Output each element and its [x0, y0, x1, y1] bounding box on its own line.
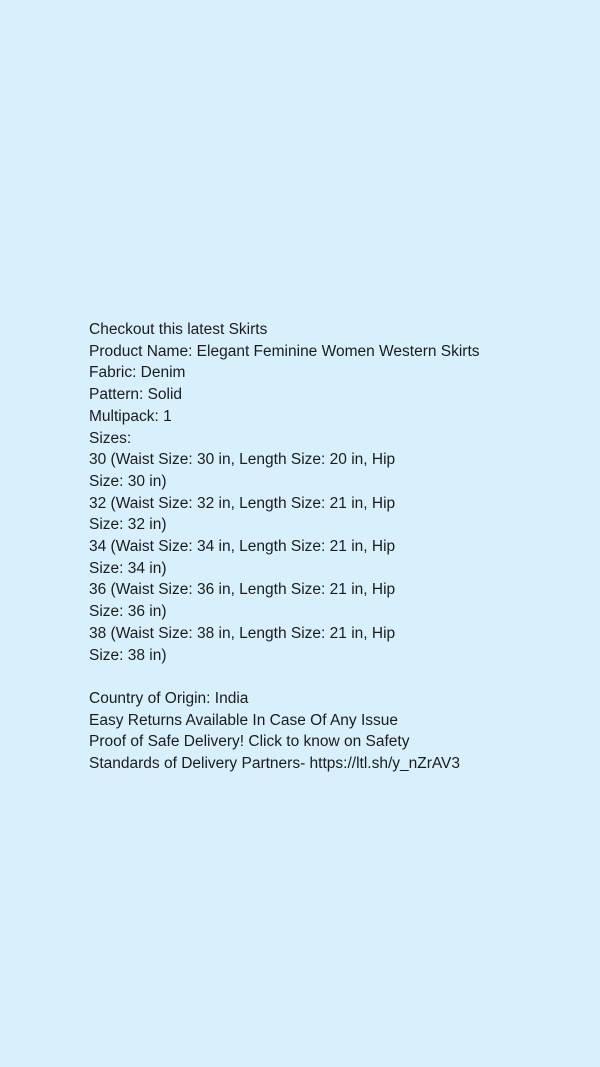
safety-standards-text: Standards of Delivery Partners-: [89, 755, 310, 773]
size-36-line-2: Size: 36 in): [89, 603, 167, 621]
blank-line: [89, 666, 549, 688]
size-34-line-2: Size: 34 in): [89, 559, 167, 577]
size-36-line-1: 36 (Waist Size: 36 in, Length Size: 21 in, Hip: [89, 581, 396, 599]
easy-returns-line: Easy Returns Available In Case Of Any Issue: [89, 711, 399, 729]
sizes-heading-line: Sizes:: [89, 429, 132, 447]
safety-standards-line: [89, 753, 549, 775]
pattern-line: Pattern: Solid: [89, 386, 183, 404]
fabric-line: Fabric: Denim: [89, 364, 186, 382]
product-name-line: Product Name: Elegant Feminine Women Western Skirts: [89, 342, 480, 360]
safe-delivery-line: Proof of Safe Delivery! Click to know on Safety: [89, 733, 410, 751]
size-32-line-2: Size: 32 in): [89, 516, 167, 534]
size-38-line-1: 38 (Waist Size: 38 in, Length Size: 21 in, Hip: [89, 624, 396, 642]
size-38-line-2: Size: 38 in): [89, 646, 167, 664]
safety-standards-url[interactable]: https://ltl.sh/y_nZrAV3: [309, 755, 461, 773]
size-30-line-2: Size: 30 in): [89, 472, 167, 490]
multipack-line: Multipack: 1: [89, 407, 172, 425]
size-34-line-1: 34 (Waist Size: 34 in, Length Size: 21 in, Hip: [89, 538, 396, 556]
size-30-line-1: 30 (Waist Size: 30 in, Length Size: 20 in, Hip: [89, 451, 396, 469]
size-32-line-1: 32 (Waist Size: 32 in, Length Size: 21 in, Hip: [89, 494, 396, 512]
country-of-origin-line: Country of Origin: India: [89, 689, 249, 707]
intro-line: Checkout this latest Skirts: [89, 321, 268, 338]
product-description: [89, 319, 549, 775]
